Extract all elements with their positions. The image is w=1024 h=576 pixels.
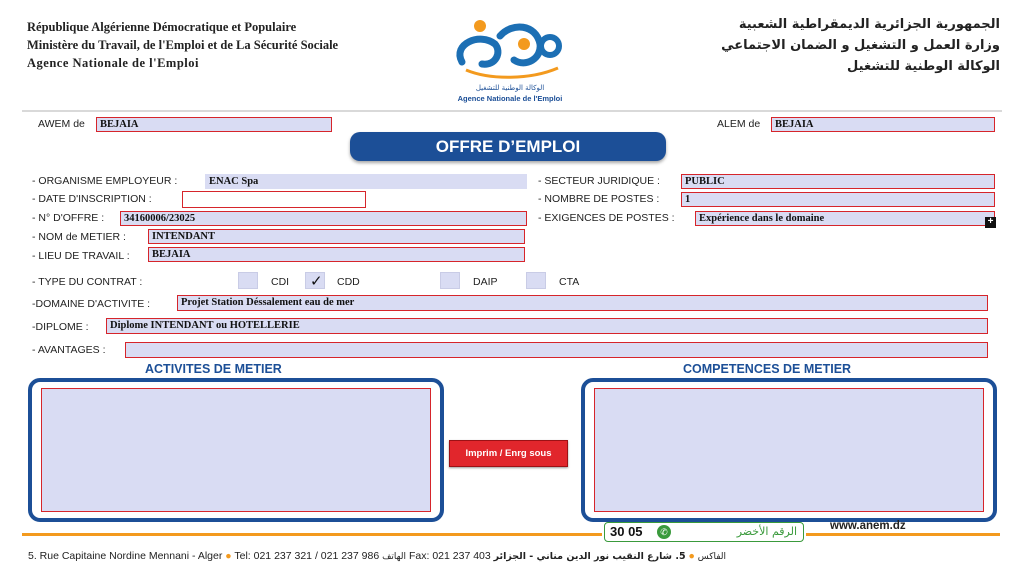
avantages-field[interactable] [125,342,988,358]
green-number-badge [604,522,804,542]
logo-arabic-text: الوكالة الوطنية للتشغيل [475,84,545,92]
offer-title-banner [350,132,666,161]
logo-french-text: Agence Nationale de l'Emploi [457,94,563,103]
date-label: - DATE D'INSCRIPTION : [32,193,152,205]
header-fr-republic: République Algérienne Démocratique et Populaire [27,20,297,34]
check-icon: ✓ [310,272,323,290]
expand-glyph: + [987,216,994,227]
lieu-label: - LIEU DE TRAVAIL : [32,250,130,262]
address-fr: 5. Rue Capitaine Nordine Mennani - Alger [28,550,223,562]
postes-field[interactable]: 1 [681,192,995,207]
exigences-label: - EXIGENCES DE POSTES : [538,212,675,224]
competences-box [581,378,997,522]
anem-logo [440,14,580,106]
print-save-button[interactable] [449,440,568,467]
header-divider [22,110,1002,112]
address-ar: 5. شارع النقيب نور الدين مناني - الجزائر [493,551,686,562]
header-ar-republic: الجمهورية الجزائرية الديمقراطية الشعبية [738,17,1000,32]
competences-textarea[interactable] [594,388,984,512]
domaine-label: -DOMAINE D'ACTIVITE : [32,298,151,310]
contrat-label: - TYPE DU CONTRAT : [32,276,143,288]
phone-icon: ✆ [657,525,671,539]
awem-label: AWEM de [38,118,85,130]
header-arabic [600,14,1000,77]
tel-ar-label: الهاتف [382,552,407,562]
website[interactable]: www.anem.dz [830,520,906,532]
metier-label: - NOM de METIER : [32,231,126,243]
print-save-label: Imprim / Enrg sous [465,448,552,459]
cdi-label: CDI [271,276,290,288]
diplome-label: -DIPLOME : [32,321,89,333]
organisme-field[interactable]: ENAC Spa [205,174,527,189]
organisme-label: - ORGANISME EMPLOYEUR : [32,175,178,187]
header-fr-agency: Agence Nationale de l'Emploi [27,56,199,70]
header-french [27,18,338,72]
offer-title: OFFRE D’EMPLOI [435,137,581,156]
footer-orange-line-right [806,533,1000,536]
bullet-icon: ● [225,550,235,562]
competences-title: COMPETENCES DE METIER [683,362,852,376]
cta-checkbox[interactable] [526,272,546,289]
cdd-label: CDD [337,276,360,288]
diplome-field[interactable]: Diplome INTENDANT ou HOTELLERIE [106,318,988,334]
secteur-label: - SECTEUR JURIDIQUE : [538,175,660,187]
cdd-checkbox[interactable] [305,272,325,289]
activites-title: ACTIVITES DE METIER [145,362,282,376]
header-ar-agency: الوكالة الوطنية للتشغيل [847,59,1000,74]
daip-checkbox[interactable] [440,272,460,289]
postes-label: - NOMBRE DE POSTES : [538,193,660,205]
daip-label: DAIP [473,276,498,288]
footer-address-line [28,548,1003,564]
fax-fr: Fax: 021 237 403 [408,550,491,562]
header-fr-ministry: Ministère du Travail, de l'Emploi et de La Sécurité Sociale [27,38,339,52]
cta-label: CTA [559,276,580,288]
expand-icon[interactable] [985,217,996,228]
awem-field[interactable]: BEJAIA [96,117,332,132]
alem-label: ALEM de [717,118,761,130]
exigences-field[interactable]: Expérience dans le domaine [695,211,995,226]
metier-field[interactable]: INTENDANT [148,229,525,244]
footer-orange-line [22,533,602,536]
green-number: 30 05 [610,524,643,539]
secteur-field[interactable]: PUBLIC [681,174,995,189]
alem-field[interactable]: BEJAIA [771,117,995,132]
offre-label: - N° D'OFFRE : [32,212,105,224]
green-number-label: الرقم الأخضر [736,525,797,538]
anem-logo-icon [440,14,580,84]
fax-ar-label: الفاكس [697,552,727,562]
offre-field[interactable]: 34160006/23025 [120,211,527,226]
cdi-checkbox[interactable] [238,272,258,289]
domaine-field[interactable]: Projet Station Déssalement eau de mer [177,295,988,311]
header-ar-ministry: وزارة العمل و التشغيل و الضمان الاجتماعي [721,38,1000,53]
bullet-icon-2: ● [685,550,695,562]
activites-box [28,378,444,522]
avantages-label: - AVANTAGES : [32,344,106,356]
date-field[interactable] [182,191,366,208]
tel-fr: Tel: 021 237 321 / 021 237 986 [234,550,380,562]
activites-textarea[interactable] [41,388,431,512]
lieu-field[interactable]: BEJAIA [148,247,525,262]
